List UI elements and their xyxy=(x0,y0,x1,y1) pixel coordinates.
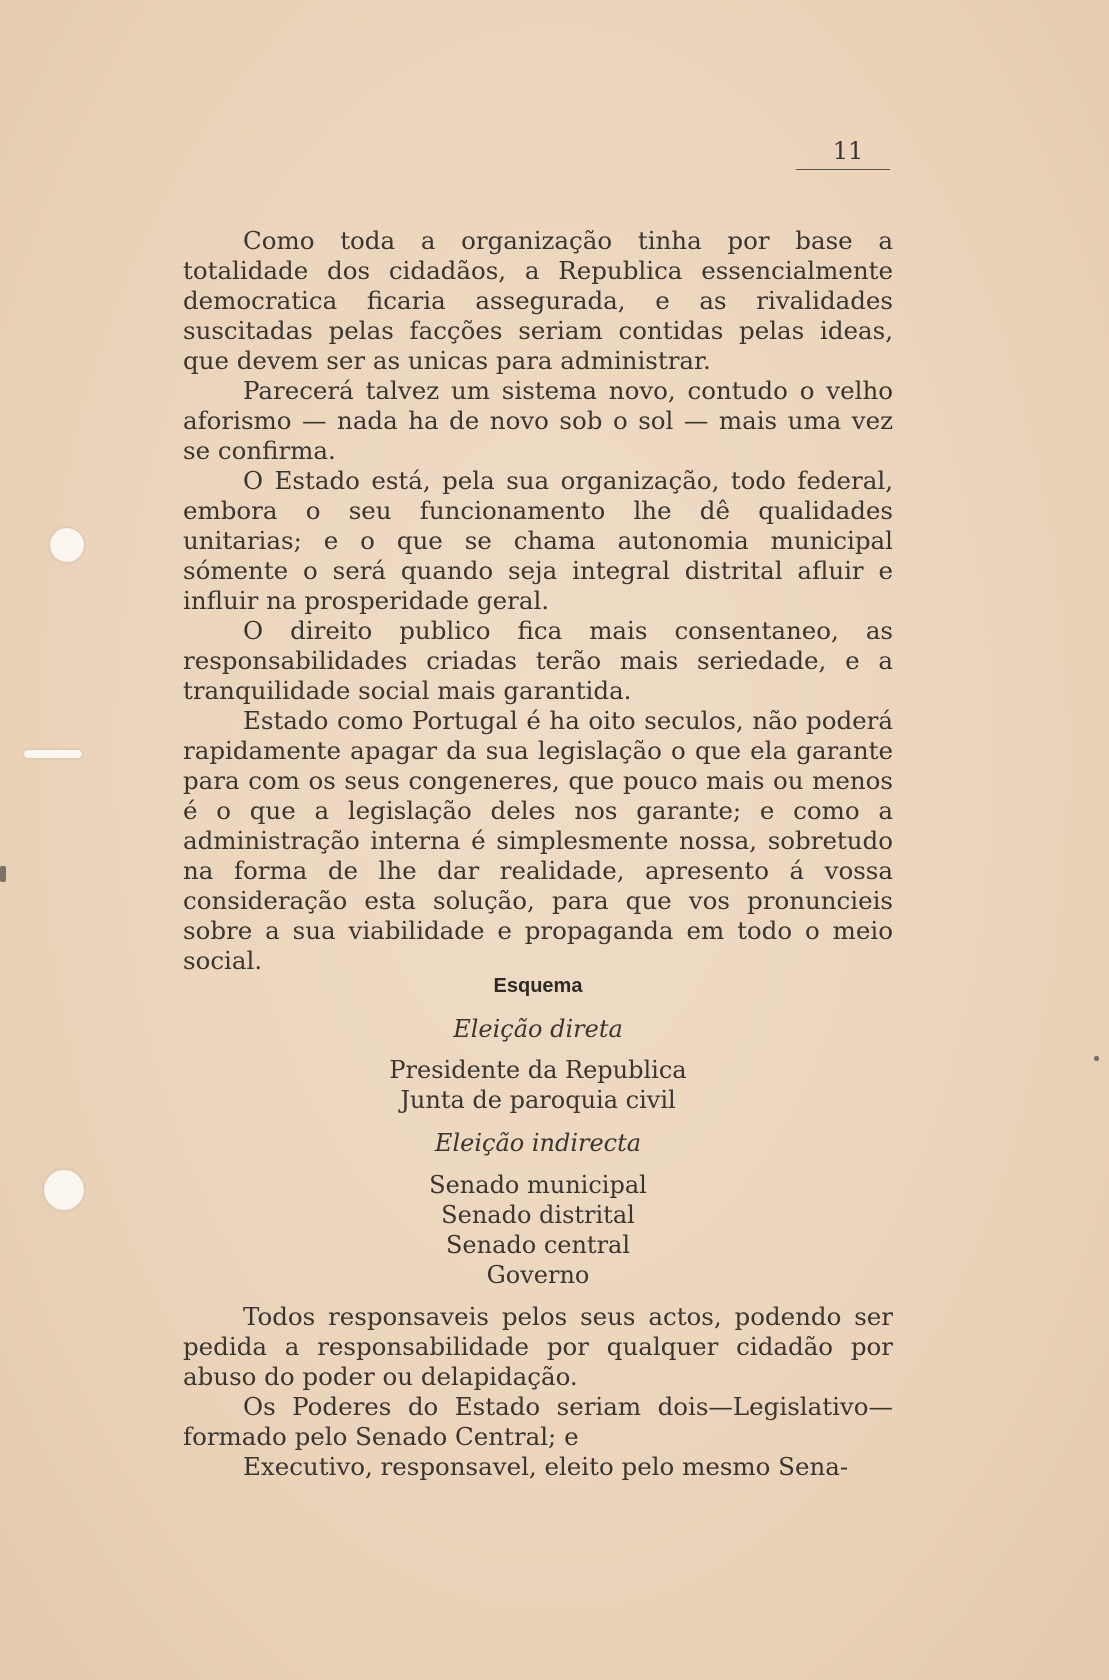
indirect-election-heading: Eleição indirecta xyxy=(434,1129,642,1157)
punch-hole-middle xyxy=(24,750,82,758)
punch-hole-top xyxy=(50,528,84,562)
paragraph: Parecerá talvez um sistema novo, contudo o velho aforismo — nada ha de novo sob o sol — mais uma vez se confirma. xyxy=(183,376,893,465)
paragraph: Todos responsaveis pelos seus actos, podendo ser pedida a responsabilidade por qualquer cidadão por abuso do poder ou delapidação. xyxy=(183,1302,893,1391)
edge-mark xyxy=(0,866,6,882)
paragraph: Executivo, responsavel, eleito pelo mesmo Sena- xyxy=(243,1452,849,1481)
paragraph: Os Poderes do Estado seriam dois—Legislativo— formado pelo Senado Central; e xyxy=(183,1392,893,1451)
paragraph: O direito publico fica mais consentaneo, as responsabilidades criadas terão mais seriedade, e a tranquilidade social mais garantida. xyxy=(183,616,893,705)
scheme-title: Esquema xyxy=(493,975,583,997)
scheme-item: Junta de paroquia civil xyxy=(400,1086,676,1114)
body-text-bottom xyxy=(183,1302,893,1482)
paragraph: Como toda a organização tinha por base a totalidade dos cidadãos, a Republica essencialmente democratica ficaria assegurada, e as rivalidades suscitadas pelas facções seriam contidas pelas ideas, que devem ser as unicas para administrar. xyxy=(183,226,893,375)
scheme-item: Presidente da Republica xyxy=(389,1056,687,1084)
paragraph: Estado como Portugal é ha oito seculos, não poderá rapidamente apagar da sua legislação o que ela garante para com os seus congeneres, que pouco mais ou menos é o que a legislação deles nos garante; e como a administração interna é simplesmente nossa, sobretudo na forma de lhe dar realidade, apresento á vossa consideração esta solução, para que vos pronuncieis sobre a sua viabilidade e propaganda em todo o meio social. xyxy=(183,706,893,975)
scheme-item: Senado distrital xyxy=(441,1201,635,1229)
punch-hole-bottom xyxy=(44,1170,84,1210)
direct-election-heading: Eleição direta xyxy=(453,1015,623,1043)
page-number: 11 xyxy=(832,137,864,165)
scheme-item: Senado central xyxy=(445,1231,631,1259)
scheme-item: Governo xyxy=(486,1261,590,1289)
paragraph: O Estado está, pela sua organização, todo federal, embora o seu funcionamento lhe dê qualidades unitarias; e o que se chama autonomia municipal sómente o será quando seja integral distrital afluir e influir na prosperidade geral. xyxy=(183,466,893,615)
scheme-item: Senado municipal xyxy=(429,1171,647,1199)
edge-mark xyxy=(1094,1056,1099,1061)
